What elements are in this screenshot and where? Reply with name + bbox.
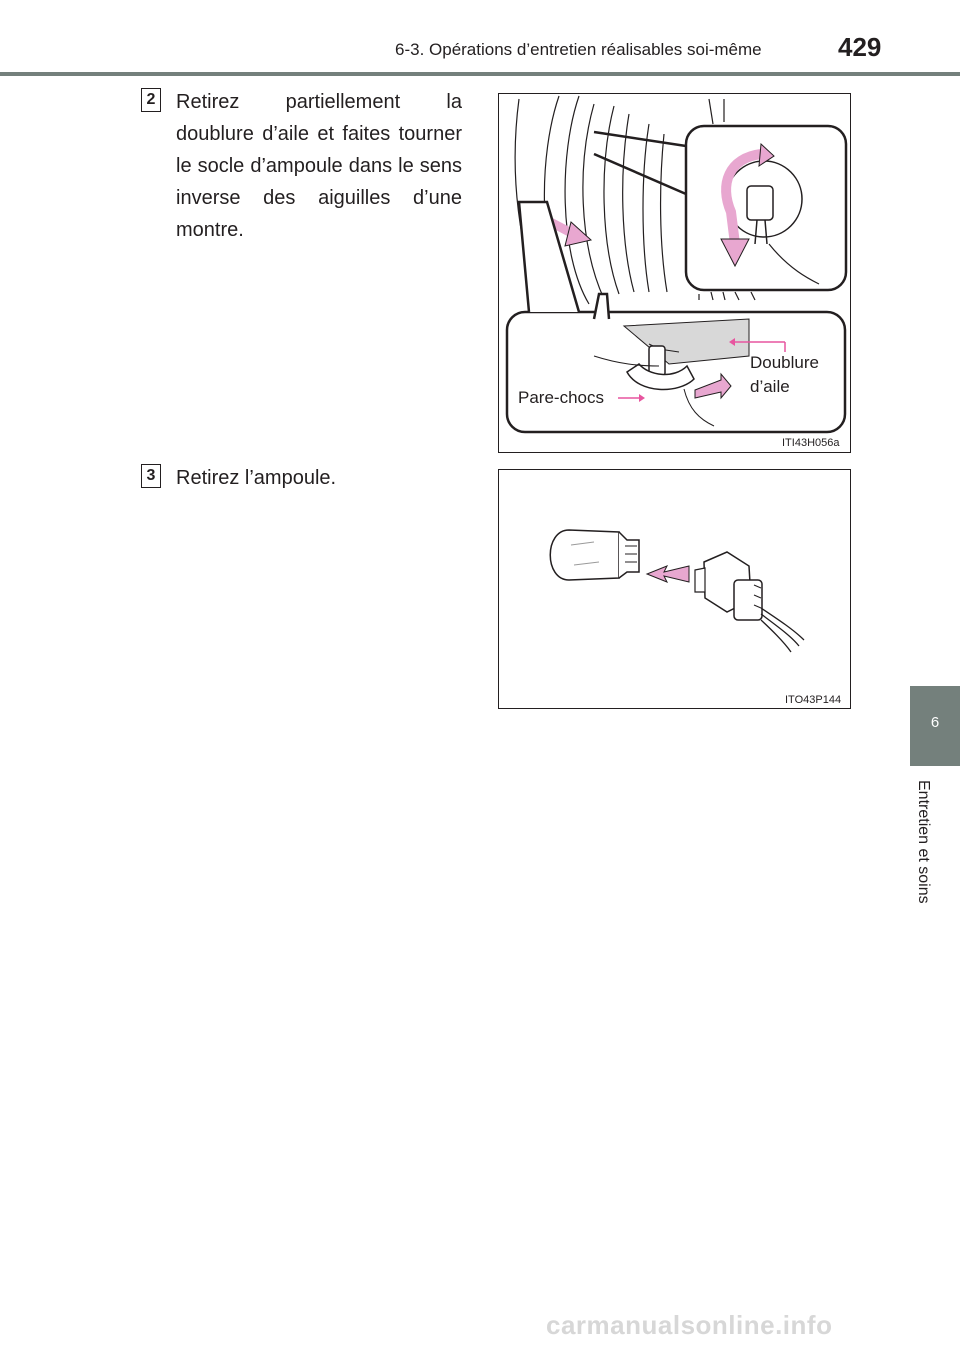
figure-code: ITI43H056a <box>779 437 842 449</box>
watermark: carmanualsonline.info <box>546 1310 833 1340</box>
fender-liner-label <box>750 351 819 399</box>
fender-liner-label-line1: Doublure <box>750 353 819 372</box>
step-2-text: Retirez partiellement la doublure d’aile et faites tourner le socle d’ampoule dans le sens inverse des aiguilles d’une montre. <box>176 91 462 241</box>
bulb-removal-illustration <box>499 470 849 707</box>
page-number: 429 <box>838 32 882 62</box>
figure-code: ITO43P144 <box>782 694 844 706</box>
fender-liner-label-line2: d’aile <box>750 377 790 396</box>
bumper-label: Pare-chocs <box>518 388 604 407</box>
chapter-label: Entretien et soins <box>915 780 932 904</box>
step-3-badge: 3 <box>141 464 161 488</box>
step-3-text: Retirez l’ampoule. <box>176 467 337 489</box>
section-title: 6-3. Opérations d’entretien réalisables soi-même <box>395 40 762 59</box>
chapter-number: 6 <box>930 714 940 731</box>
chapter-tab[interactable] <box>910 686 960 766</box>
figure-bulb-removal <box>498 469 851 709</box>
header-rule <box>0 72 960 76</box>
step-2-badge: 2 <box>141 88 161 112</box>
figure-bulb-socket-removal <box>498 93 851 453</box>
